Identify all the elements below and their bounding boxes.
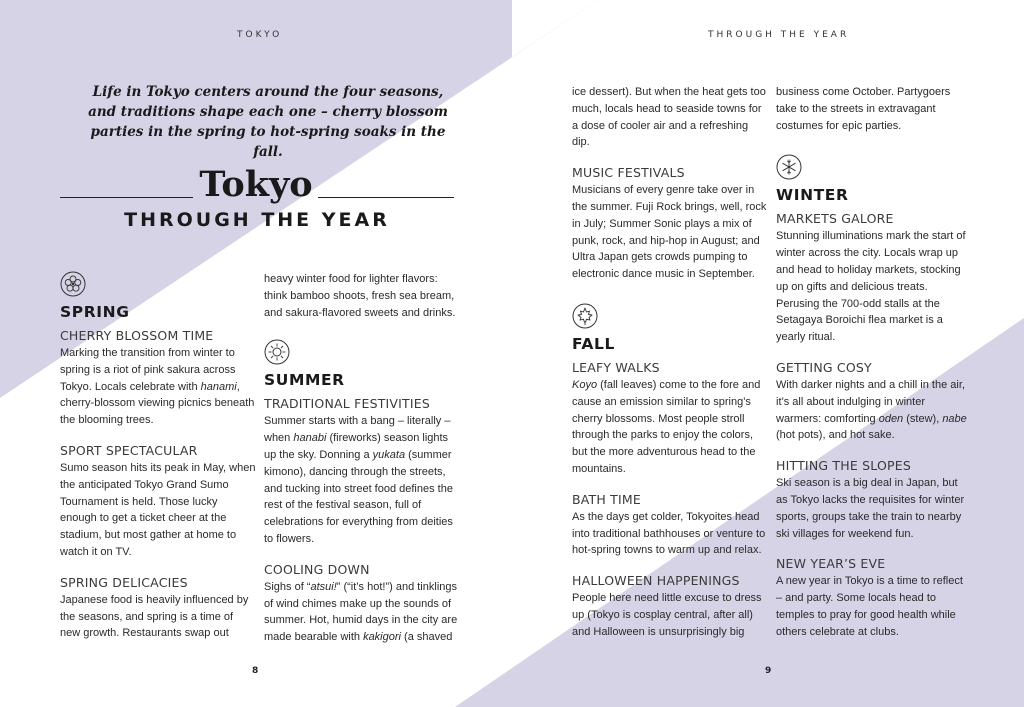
paragraph-spring-delicacies: Japanese food is heavily influenced by the seasons, and spring is a time of new growth. Restaurants swap out — [60, 593, 249, 640]
paragraph-bath-time: As the days get colder, Tokyoites head into traditional bathhouses or venture to hot-spring towns to warm up and relax. — [572, 510, 766, 557]
paragraph-summer-continued: ice dessert). But when the heat gets too much, locals head to seaside towns for a dose of cooler air and a refreshing dip. — [572, 86, 766, 149]
column-summer — [264, 271, 460, 646]
page-number-left: 8 — [252, 666, 259, 676]
subheading-markets-galore: MARKETS GALORE — [776, 211, 894, 227]
running-head-left: TOKYO — [237, 30, 283, 40]
season-heading-spring: SPRING — [60, 303, 130, 321]
column-fall — [572, 84, 768, 641]
page-subtitle: THROUGH THE YEAR — [124, 209, 390, 231]
running-head-right: THROUGH THE YEAR — [708, 30, 850, 40]
paragraph-halloween-continued: business come October. Partygoers take to the streets in extravagant costumes for epic parties. — [776, 86, 951, 132]
paragraph-cherry-blossom: Marking the transition from winter to spring is a riot of pink sakura across Tokyo. Locals celebrate with hanami, cherry-blossom viewing picnics beneath the blooming trees. — [60, 347, 255, 427]
intro-text: Life in Tokyo centers around the four seasons, and traditions shape each one – cherry blossom parties in the spring to hot-spring soaks in the fall. — [88, 84, 448, 160]
cherry-blossom-icon — [60, 271, 86, 297]
sun-icon — [264, 339, 290, 365]
paragraph-delicacies-continued: heavy winter food for lighter flavors: think bamboo shoots, fresh sea bream, and sakura-flavored sweets and drinks. — [264, 273, 456, 319]
subheading-new-years-eve: NEW YEAR’S EVE — [776, 556, 886, 572]
season-heading-summer: SUMMER — [264, 371, 345, 390]
paragraph-leafy-walks: Koyo (fall leaves) come to the fore and cause an emission similar to spring’s cherry blossoms. Most people stroll through the parks to enjoy the colors, but the more adventurous head to the mountains. — [572, 378, 761, 475]
paragraph-markets-galore: Stunning illuminations mark the start of winter across the city. Locals wrap up and head to holiday markets, stocking up on gifts and delicious treats. Perusing the 700-odd stalls at the Setagaya Boroichi flea market is a yearly ritual. — [776, 230, 966, 344]
paragraph-hitting-the-slopes: Ski season is a big deal in Japan, but as Tokyo lacks the requisites for winter sports, groups take the train to nearby ski villages for weekend fun. — [776, 477, 965, 540]
subheading-traditional-festivities: TRADITIONAL FESTIVITIES — [264, 396, 431, 412]
paragraph-new-years-eve: A new year in Tokyo is a time to reflect – and party. Some locals head to temples to pray for good health while others celebrate at clubs. — [776, 575, 963, 638]
paragraph-sport: Sumo season hits its peak in May, when the anticipated Tokyo Grand Sumo Tournament is held. Those lucky enough to get a ticket cheer at the stadium, but most gather at home to watch it on TV. — [60, 461, 256, 558]
subheading-getting-cosy: GETTING COSY — [776, 359, 872, 375]
season-heading-fall: FALL — [572, 334, 615, 353]
maple-leaf-icon — [572, 303, 598, 329]
paragraph-music-festivals: Musicians of every genre take over in the summer. Fuji Rock brings, well, rock in July; Summer Sonic plays a mix of punk, rock, and hip-hop in August; and Ultra Japan gets crowds pumping to electronic dance music in September. — [572, 184, 767, 281]
paragraph-cooling-down: Sighs of “atsui!” (“it’s hot!”) and tinklings of wind chimes make up the sounds of summer. Hot, humid days in the city are made bearable with kakigori (a shaved — [264, 580, 458, 644]
subheading-leafy-walks: LEAFY WALKS — [572, 359, 660, 375]
subheading-halloween: HALLOWEEN HAPPENINGS — [572, 573, 740, 589]
column-winter — [776, 84, 972, 641]
subheading-bath-time: BATH TIME — [572, 491, 641, 507]
page-number-right: 9 — [765, 666, 772, 676]
subheading-cooling-down: COOLING DOWN — [264, 561, 370, 577]
subheading-music-festivals: MUSIC FESTIVALS — [572, 165, 685, 181]
paragraph-traditional-festivities: Summer starts with a bang – literally – when hanabi (fireworks) season lights up the sky. Donning a yukata (summer kimono), dancing through the streets, and tucking into street food defines the rest of the festival season, full of celebrations for everything from deities to flowers. — [264, 415, 453, 545]
subheading-hitting-the-slopes: HITTING THE SLOPES — [776, 458, 912, 474]
paragraph-getting-cosy: With darker nights and a chill in the air, it’s all about indulging in winter warmers: comforting oden (stew), nabe (hot pots), and hot sake. — [776, 378, 967, 442]
subheading-sport: SPORT SPECTACULAR — [60, 442, 198, 458]
page-title: Tokyo — [199, 164, 313, 205]
column-spring — [60, 263, 256, 642]
subheading-spring-delicacies: SPRING DELICACIES — [60, 574, 188, 590]
right-page — [512, 0, 1024, 707]
subheading-cherry-blossom: CHERRY BLOSSOM TIME — [60, 328, 214, 343]
paragraph-halloween: People here need little excuse to dress up (Tokyo is cosplay central, after all) and Halloween is unsurprisingly big — [572, 592, 762, 638]
snowflake-icon — [776, 154, 802, 180]
season-heading-winter: WINTER — [776, 186, 849, 205]
